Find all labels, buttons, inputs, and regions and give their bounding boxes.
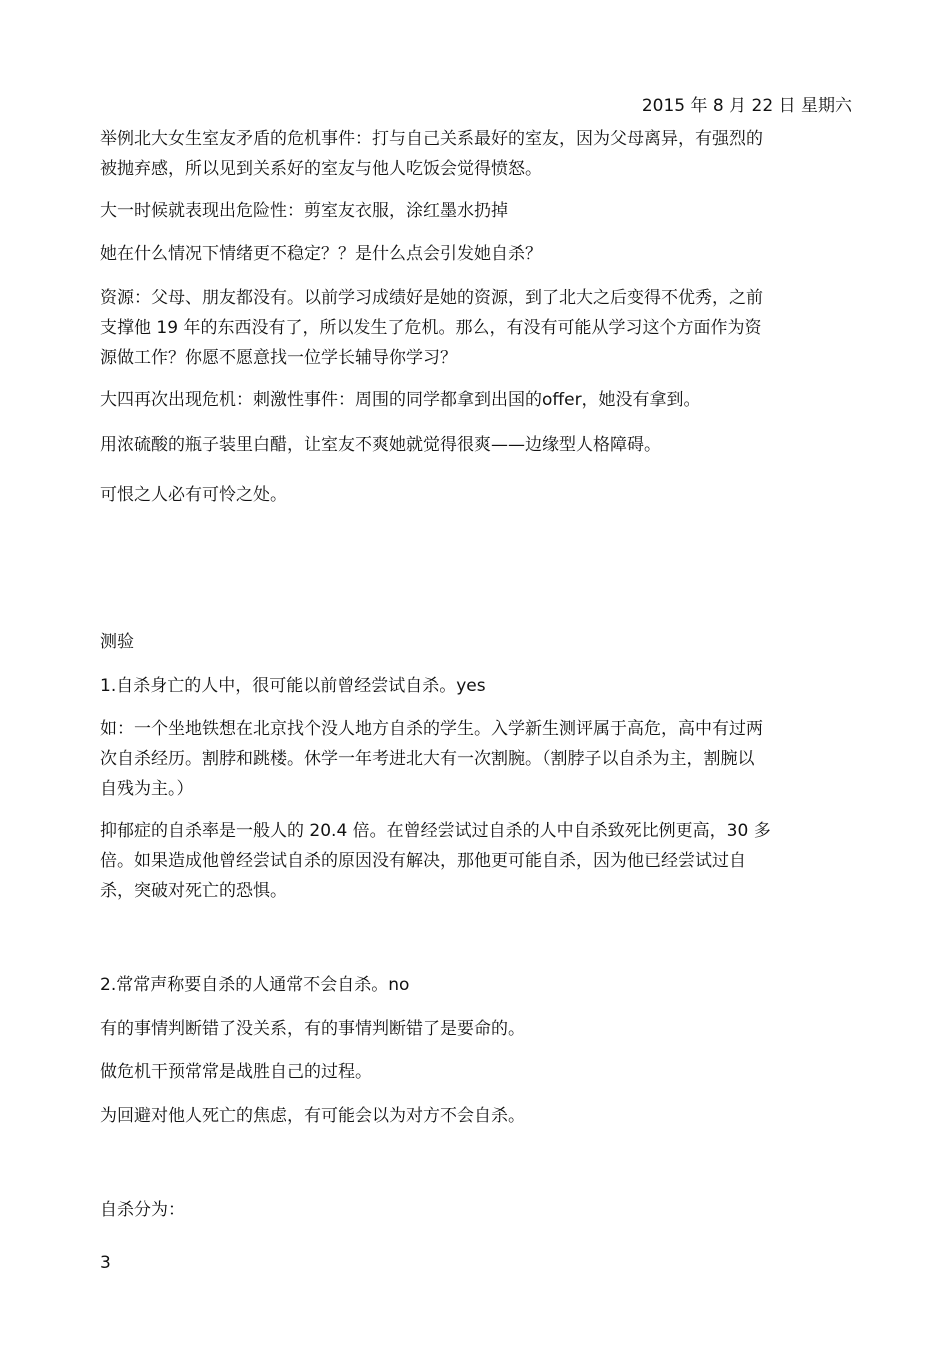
q2-line-3: 为回避对他人死亡的焦虑，有可能会以为对方不会自杀。 xyxy=(100,1106,525,1126)
paragraph-question: 她在什么情况下情绪更不稳定？？是什么点会引发她自杀？ xyxy=(100,244,542,264)
quiz-question-2: 2.常常声称要自杀的人通常不会自杀。no xyxy=(100,975,410,995)
paragraph-resources-line-3: 源做工作？你愿不愿意找一位学长辅导你学习？ xyxy=(100,348,457,368)
q2-line-2: 做危机干预常常是战胜自己的过程。 xyxy=(100,1062,372,1082)
note-line-2: 倍。如果造成他曾经尝试自杀的原因没有解决，那他更可能自杀，因为他已经尝试过自 xyxy=(100,851,746,871)
quiz-question-1: 1.自杀身亡的人中，很可能以前曾经尝试自杀。yes xyxy=(100,676,486,696)
classification-heading: 自杀分为： xyxy=(100,1200,185,1220)
note-line-3: 杀，突破对死亡的恐惧。 xyxy=(100,881,287,901)
paragraph-resources-line-1: 资源：父母、朋友都没有。以前学习成绩好是她的资源，到了北大之后变得不优秀，之前 xyxy=(100,288,763,308)
paragraph-pity: 可恨之人必有可怜之处。 xyxy=(100,485,287,505)
paragraph-senior-crisis: 大四再次出现危机：刺激性事件：周围的同学都拿到出国的offer，她没有拿到。 xyxy=(100,390,701,410)
example-line-1: 如：一个坐地铁想在北京找个没人地方自杀的学生。入学新生测评属于高危，高中有过两 xyxy=(100,719,763,739)
date-header: 2015 年 8 月 22 日 星期六 xyxy=(641,96,852,116)
q2-line-1: 有的事情判断错了没关系，有的事情判断错了是要命的。 xyxy=(100,1019,525,1039)
page-number: 3 xyxy=(100,1253,111,1273)
paragraph-crisis-line-2: 被抛弃感，所以见到关系好的室友与他人吃饭会觉得愤怒。 xyxy=(100,159,542,179)
example-line-3: 自残为主。） xyxy=(100,779,194,799)
paragraph-resources-line-2: 支撑他 19 年的东西没有了，所以发生了危机。那么，有没有可能从学习这个方面作为资 xyxy=(100,318,762,338)
paragraph-crisis-line-1: 举例北大女生室友矛盾的危机事件：打与自己关系最好的室友，因为父母离异，有强烈的 xyxy=(100,129,763,149)
paragraph-danger: 大一时候就表现出危险性：剪室友衣服，涂红墨水扔掉 xyxy=(100,201,508,221)
paragraph-vinegar: 用浓硫酸的瓶子装里白醋，让室友不爽她就觉得很爽——边缘型人格障碍。 xyxy=(100,435,661,455)
example-line-2: 次自杀经历。割脖和跳楼。休学一年考进北大有一次割腕。（割脖子以自杀为主，割腕以 xyxy=(100,749,755,769)
note-line-1: 抑郁症的自杀率是一般人的 20.4 倍。在曾经尝试过自杀的人中自杀致死比例更高，30 多 xyxy=(100,821,771,841)
quiz-title: 测验 xyxy=(100,632,134,652)
